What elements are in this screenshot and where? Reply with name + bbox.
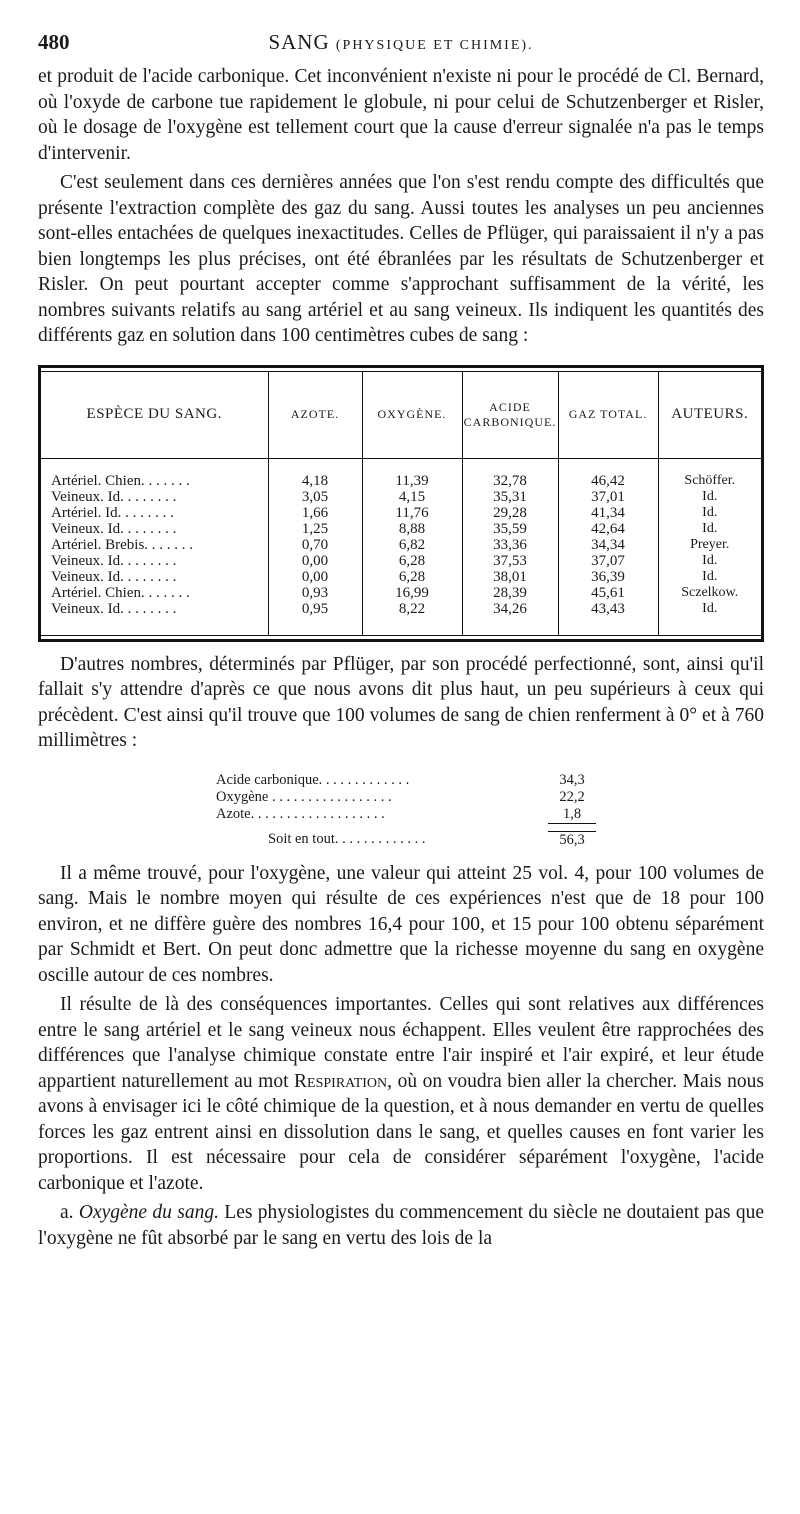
summary-total-label: Soit en tout. . . . . . . . . . . . . (268, 830, 426, 847)
paragraph-3: D'autres nombres, déterminés par Pflüger, par son procédé perfectionné, sont, ainsi qu'il fallait s'y attendre d'après ce que nous avons dit plus haut, un peu supérieurs à ceux qui précèdent. C'est ainsi qu'il trouve que 100 volumes de sang de chien renferment à 0° et à 760 millimètres : (38, 653, 764, 751)
pfluger-summary (216, 772, 596, 849)
cell-espece: Artériel. Brebis. . . . . . . (41, 537, 268, 553)
cell-acide: 37,53 (462, 553, 558, 569)
cell-gaz-total: 42,64 (558, 521, 658, 537)
table-row (41, 458, 761, 489)
cell-azote: 0,93 (268, 585, 362, 601)
col-header-azote: AZOTE. (268, 372, 362, 459)
summary-value: 1,8 (548, 806, 596, 824)
col-header-acide: ACIDE CARBONIQUE. (462, 372, 558, 459)
document-page (38, 30, 764, 1251)
cell-oxygene: 8,22 (362, 601, 462, 635)
running-head-main: SANG (268, 30, 330, 54)
cell-auteur: Id. (702, 552, 718, 568)
summary-label: Acide carbonique. . . . . . . . . . . . . (216, 771, 410, 788)
cell-acide: 32,78 (462, 458, 558, 489)
cell-auteur: Id. (702, 600, 718, 616)
paragraph-5-part-b: , où on voudra bien aller la chercher. Mais nous avons à envisager ici le côté chimique de la question, et à nous demander en vertu de quelles forces les gaz entrent ainsi en dissolution dans le sang, et quelles causes en font varier les proportions. Il est nécessaire pour cela de considérer séparément l'oxygène, l'acide carbonique et l'azote. (38, 1070, 764, 1194)
cell-azote: 1,66 (268, 505, 362, 521)
cell-oxygene: 16,99 (362, 585, 462, 601)
table-row (41, 521, 761, 537)
gas-table (38, 365, 764, 642)
cell-oxygene: 11,76 (362, 505, 462, 521)
cell-espece: Veineux. Id. . . . . . . . (41, 521, 268, 537)
cell-azote: 0,00 (268, 553, 362, 569)
cell-oxygene: 6,82 (362, 537, 462, 553)
page-header (38, 30, 764, 64)
running-head (38, 30, 764, 55)
cell-gaz-total: 45,61 (558, 585, 658, 601)
cell-oxygene: 8,88 (362, 521, 462, 537)
cell-espece: Artériel. Id. . . . . . . . (41, 505, 268, 521)
summary-label: Azote. . . . . . . . . . . . . . . . . . . (216, 805, 385, 822)
summary-row (216, 806, 596, 824)
cell-gaz-total: 37,01 (558, 489, 658, 505)
cell-azote: 1,25 (268, 521, 362, 537)
cell-oxygene: 6,28 (362, 553, 462, 569)
table-row (41, 553, 761, 569)
cell-oxygene: 6,28 (362, 569, 462, 585)
table-row (41, 489, 761, 505)
paragraph-4: Il a même trouvé, pour l'oxygène, une valeur qui atteint 25 vol. 4, pour 100 volumes de sang. Mais le nombre moyen qui résulte de ces expériences n'est que de 18 pour 100 environ, et ne diffère guère des nombres 16,4 pour 100, et 15 pour 100 obtenu séparément par Schmidt et Bert. On peut donc admettre que la richesse moyenne du sang en oxygène oscille autour de ces nombres. (38, 862, 764, 986)
cell-auteur: Id. (702, 488, 718, 504)
cell-azote: 0,00 (268, 569, 362, 585)
paragraph-5-part-a: Il résulte de là des conséquences importantes. Celles qui sont relatives aux différences entre le sang artériel et le sang veineux nous échappent. Elles veulent être rapprochées des différences que l'analyse chimique constate entre l'air inspiré et l'air expiré, et leur étude appartient naturellement au mot (38, 994, 764, 1092)
section-title: Oxygène du sang. (78, 1202, 219, 1223)
table-header-row (41, 372, 761, 459)
cell-gaz-total: 41,34 (558, 505, 658, 521)
col-header-auteurs: AUTEURS. (658, 372, 761, 459)
col-header-espece: ESPÈCE DU SANG. (41, 372, 268, 459)
cell-auteur: Id. (702, 504, 718, 520)
summary-total-value: 56,3 (548, 831, 596, 849)
running-head-sub: (PHYSIQUE ET CHIMIE). (335, 38, 534, 53)
cell-azote: 4,18 (268, 458, 362, 489)
cell-oxygene: 11,39 (362, 458, 462, 489)
cell-acide: 33,36 (462, 537, 558, 553)
cell-espece: Veineux. Id. . . . . . . . (41, 569, 268, 585)
cell-acide: 35,59 (462, 521, 558, 537)
cell-gaz-total: 43,43 (558, 601, 658, 635)
cell-gaz-total: 36,39 (558, 569, 658, 585)
cell-acide: 28,39 (462, 585, 558, 601)
cell-gaz-total: 46,42 (558, 458, 658, 489)
summary-label: Oxygène . . . . . . . . . . . . . . . . . (216, 788, 392, 805)
cell-acide: 38,01 (462, 569, 558, 585)
summary-total-row (216, 831, 596, 849)
cell-gaz-total: 34,34 (558, 537, 658, 553)
table-row (41, 505, 761, 521)
table-row (41, 569, 761, 585)
cell-auteur: Schöffer. (684, 472, 736, 488)
cell-espece: Veineux. Id. . . . . . . . (41, 601, 268, 635)
cell-acide: 35,31 (462, 489, 558, 505)
cell-azote: 0,70 (268, 537, 362, 553)
summary-value: 22,2 (559, 788, 585, 805)
col-header-oxygene: OXYGÈNE. (362, 372, 462, 459)
section-label: a. (60, 1202, 74, 1223)
cell-espece: Artériel. Chien. . . . . . . (41, 585, 268, 601)
paragraph-6 (38, 1200, 764, 1251)
paragraph-2: C'est seulement dans ces dernières années que l'on s'est rendu compte des difficultés que présente l'extraction complète des gaz du sang. Aussi toutes les analyses un peu anciennes sont-elles entachées de quelques inexactitudes. Celles de Pflüger, qui paraissaient il n'y a pas bien longtemps les plus précises, ont été ébranlées par les résultats de Schutzenberger et Risler. On peut pourtant accepter comme s'approchant suffisamment de la vérité, les nombres suivants relatifs au sang artériel et au sang veineux. Ils indiquent les quantités des différents gaz en solution dans 100 centimètres cubes de sang : (38, 172, 764, 346)
summary-row (216, 772, 596, 789)
cell-espece: Veineux. Id. . . . . . . . (41, 489, 268, 505)
cell-gaz-total: 37,07 (558, 553, 658, 569)
cell-acide: 34,26 (462, 601, 558, 635)
page-number: 480 (38, 30, 70, 54)
cell-espece: Artériel. Chien. . . . . . . (41, 458, 268, 489)
cross-reference-respiration: Respiration (294, 1070, 388, 1092)
cell-azote: 0,95 (268, 601, 362, 635)
cell-auteur: Preyer. (690, 536, 730, 552)
paragraph-1: et produit de l'acide carbonique. Cet inconvénient n'existe ni pour le procédé de Cl. Bernard, où l'oxyde de carbone tue rapidement le globule, ni pour celui de Schutzenberger et Risler, où le dosage de l'oxygène est tellement court que la cause d'erreur signalée n'a pas le temps d'intervenir. (38, 66, 764, 164)
cell-auteur: Id. (702, 568, 718, 584)
summary-value: 34,3 (559, 771, 585, 788)
cell-oxygene: 4,15 (362, 489, 462, 505)
table-row (41, 585, 761, 601)
cell-azote: 3,05 (268, 489, 362, 505)
summary-row (216, 789, 596, 806)
table-row (41, 601, 761, 635)
table-row (41, 537, 761, 553)
cell-espece: Veineux. Id. . . . . . . . (41, 553, 268, 569)
cell-auteur: Id. (702, 520, 718, 536)
paragraph-6-text: Les physiologistes du commencement du siècle ne doutaient pas que l'oxygène ne fût absorbé par le sang en vertu des lois de la (38, 1202, 765, 1249)
cell-auteur: Sczelkow. (681, 584, 739, 600)
paragraph-5 (38, 992, 764, 1196)
cell-acide: 29,28 (462, 505, 558, 521)
col-header-gaz-total: GAZ TOTAL. (558, 372, 658, 459)
